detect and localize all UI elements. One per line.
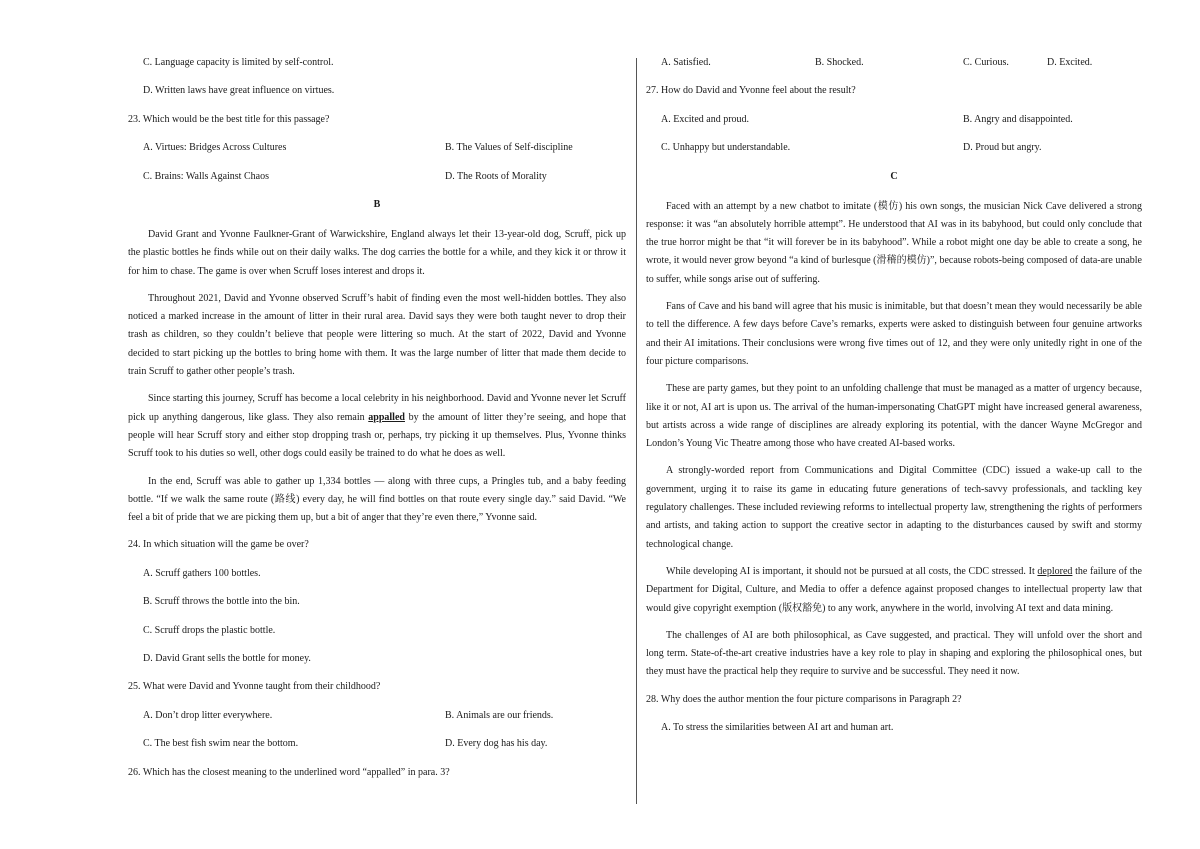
q22-option-c: C. Language capacity is limited by self-control. <box>143 57 334 68</box>
q28-stem: 28. Why does the author mention the four picture comparisons in Paragraph 2? <box>646 693 962 705</box>
passage-c-paragraph-6: The challenges of AI are both philosophical, as Cave suggested, and practical. They will unfold over the short and long term. State-of-the-art creative industries have a key role to play in shaping and exploring the philosophical ones, but they must have the practical help they require to survive and be successful. They need it now. <box>646 629 1142 678</box>
paragraph-5-text-before: While developing AI is important, it should not be pursued at all costs, the CDC stressed. It <box>666 565 1038 577</box>
q24-option-b: B. Scruff throws the bottle into the bin. <box>143 596 300 608</box>
right-column <box>646 54 1142 747</box>
section-b-heading: B <box>373 198 381 210</box>
passage-c-paragraph-3: These are party games, but they point to an unfolding challenge that must be managed as a matter of urgency because, like it or not, AI art is upon us. The arrival of the human-impersonating ChatGPT might have increased general awareness, but artists across a wide range of disciplines are already exploring its potential, with the dancer Wayne McGregor and London’s Young Vic Theatre among those who have created AI-based works. <box>646 383 1142 450</box>
q25-stem: 25. What were David and Yvonne taught from their childhood? <box>128 681 381 693</box>
q27-option-c: C. Unhappy but understandable. <box>661 142 791 154</box>
passage-c-paragraph-5 <box>646 563 1142 618</box>
passage-c-paragraph-2: Fans of Cave and his band will agree that his music is inimitable, but that doesn’t mean they would necessarily be able to tell the difference. A few days before Cave’s remarks, experts were asked to distinguish between four genuine artworks and their AI imitations. Their conclusions were wrong five times out of 12, and they were only unitedly right in one of the four picture comparisons. <box>646 301 1142 367</box>
q23-stem: 23. Which would be the best title for this passage? <box>128 113 330 125</box>
q23-options-row-1 <box>128 139 626 167</box>
q25-option-c: C. The best fish swim near the bottom. <box>143 738 299 750</box>
q27-options-row-2 <box>646 139 1142 167</box>
q26-stem: 26. Which has the closest meaning to the underlined word “appalled” in para. 3? <box>128 766 450 778</box>
q26-options-row <box>646 54 1142 82</box>
q25-options-row-2 <box>128 735 626 763</box>
left-column <box>128 54 626 792</box>
passage-b-paragraph-1: David Grant and Yvonne Faulkner-Grant of Warwickshire, England always let their 13-year-old dog, Scruff, pick up the plastic bottles he finds while out on their daily walks. The dog carries the bottle for a while, and they kick it or throw it for him to chase. The game is over when Scruff loses interest and drops it. <box>128 228 626 277</box>
q25-option-a: A. Don’t drop litter everywhere. <box>143 709 273 721</box>
q23-option-a: A. Virtues: Bridges Across Cultures <box>143 142 287 154</box>
paragraph-5-text-after: the failure of the Department for Digital, Culture, and Media to offer a defence against proposed changes to intellectual property law that would give copyright exemption (版权豁免) to any work, anywhere in the world, involving AI text and data mining. <box>646 565 1142 614</box>
q22-option-d: D. Written laws have great influence on virtues. <box>143 85 335 97</box>
column-divider <box>636 58 637 804</box>
q23-option-b: B. The Values of Self-discipline <box>445 142 573 154</box>
underlined-word-appalled: appalled <box>368 411 405 423</box>
q27-option-b: B. Angry and disappointed. <box>963 113 1073 125</box>
q23-option-d: D. The Roots of Morality <box>445 170 547 182</box>
q24-option-c: C. Scruff drops the plastic bottle. <box>143 624 276 636</box>
q26-option-d: D. Excited. <box>1047 57 1093 68</box>
q26-option-a: A. Satisfied. <box>661 57 711 68</box>
q25-options-row-1 <box>128 707 626 735</box>
q27-option-a: A. Excited and proud. <box>661 113 750 125</box>
paragraph-3-text-after: by the amount of litter they’re seeing, and hope that people will hear Scruff story and either stop dropping trash or, perhaps, try picking it up themselves. Plus, Yvonne thinks Scruff took to his duties so well, other dogs could easily be trained to do what he does as well. <box>128 411 626 460</box>
q27-stem: 27. How do David and Yvonne feel about the result? <box>646 85 856 97</box>
q23-options-row-2 <box>128 168 626 196</box>
passage-c-paragraph-4: A strongly-worded report from Communications and Digital Committee (CDC) issued a wake-up call to the government, urging it to raise its game in educating future generations of tech-savvy professionals, and tackling key regulatory challenges. These included reviewing reforms to intellectual property law, strengthening the rights of performers and artists, and taking action to support the creative sector in adapting to the disturbances caused by swift and stormy technological change. <box>646 465 1142 550</box>
passage-b-paragraph-2: Throughout 2021, David and Yvonne observed Scruff’s habit of finding even the most well-hidden bottles. They also noticed a marked increase in the amount of litter in their rural area. David says they were both taught never to drop their trash as children, so they couldn’t believe that people were littering so much. At the start of 2022, David and Yvonne decided to start picking up the bottles to bring home with them. It was the large number of litter that made them decide to train Scruff to gather other people’s trash. <box>128 292 626 378</box>
q24-option-a: A. Scruff gathers 100 bottles. <box>143 567 261 579</box>
underlined-word-deplored: deplored <box>1037 565 1073 577</box>
q24-stem: 24. In which situation will the game be over? <box>128 539 309 551</box>
paragraph-3-text-before: Since starting this journey, Scruff has become a local celebrity in his neighborhood. David and Yvonne never let Scruff pick up anything dangerous, like glass. They also remain <box>128 393 626 423</box>
q25-option-d: D. Every dog has his day. <box>445 738 548 750</box>
q26-option-c: C. Curious. <box>963 57 1009 68</box>
passage-b-paragraph-4: In the end, Scruff was able to gather up 1,334 bottles — along with three cups, a Pringles tub, and a baby feeding bottle. “If we walk the same route (路线) every day, he will find bottles on that route every single day.” said David. “We feel a bit of pride that we are picking them up, but a bit of anger that they’re even there,” Yvonne said. <box>128 475 626 524</box>
q28-option-a: A. To stress the similarities between AI art and human art. <box>661 722 894 734</box>
q27-option-d: D. Proud but angry. <box>963 142 1042 154</box>
q27-options-row-1 <box>646 111 1142 139</box>
q25-option-b: B. Animals are our friends. <box>445 709 554 721</box>
q23-option-c: C. Brains: Walls Against Chaos <box>143 170 269 182</box>
section-c-heading: C <box>890 170 898 182</box>
passage-c-paragraph-1: Faced with an attempt by a new chatbot to imitate (模仿) his own songs, the musician Nick Cave delivered a strong response: it was “an absolutely horrible attempt”. He understood that AI was in its babyhood, but could only conclude that the true horror might be that “it will forever be in its babyhood”. While a robot might one day be able to create a song, he wrote, it would never grow beyond “a kind of burlesque (滑稽的模仿)”, because robots-being composed of data-are unable to suffer, while songs arise out of suffering. <box>646 200 1142 285</box>
q26-option-b: B. Shocked. <box>815 57 864 68</box>
q24-option-d: D. David Grant sells the bottle for money. <box>143 652 311 664</box>
passage-b-paragraph-3 <box>128 390 626 463</box>
